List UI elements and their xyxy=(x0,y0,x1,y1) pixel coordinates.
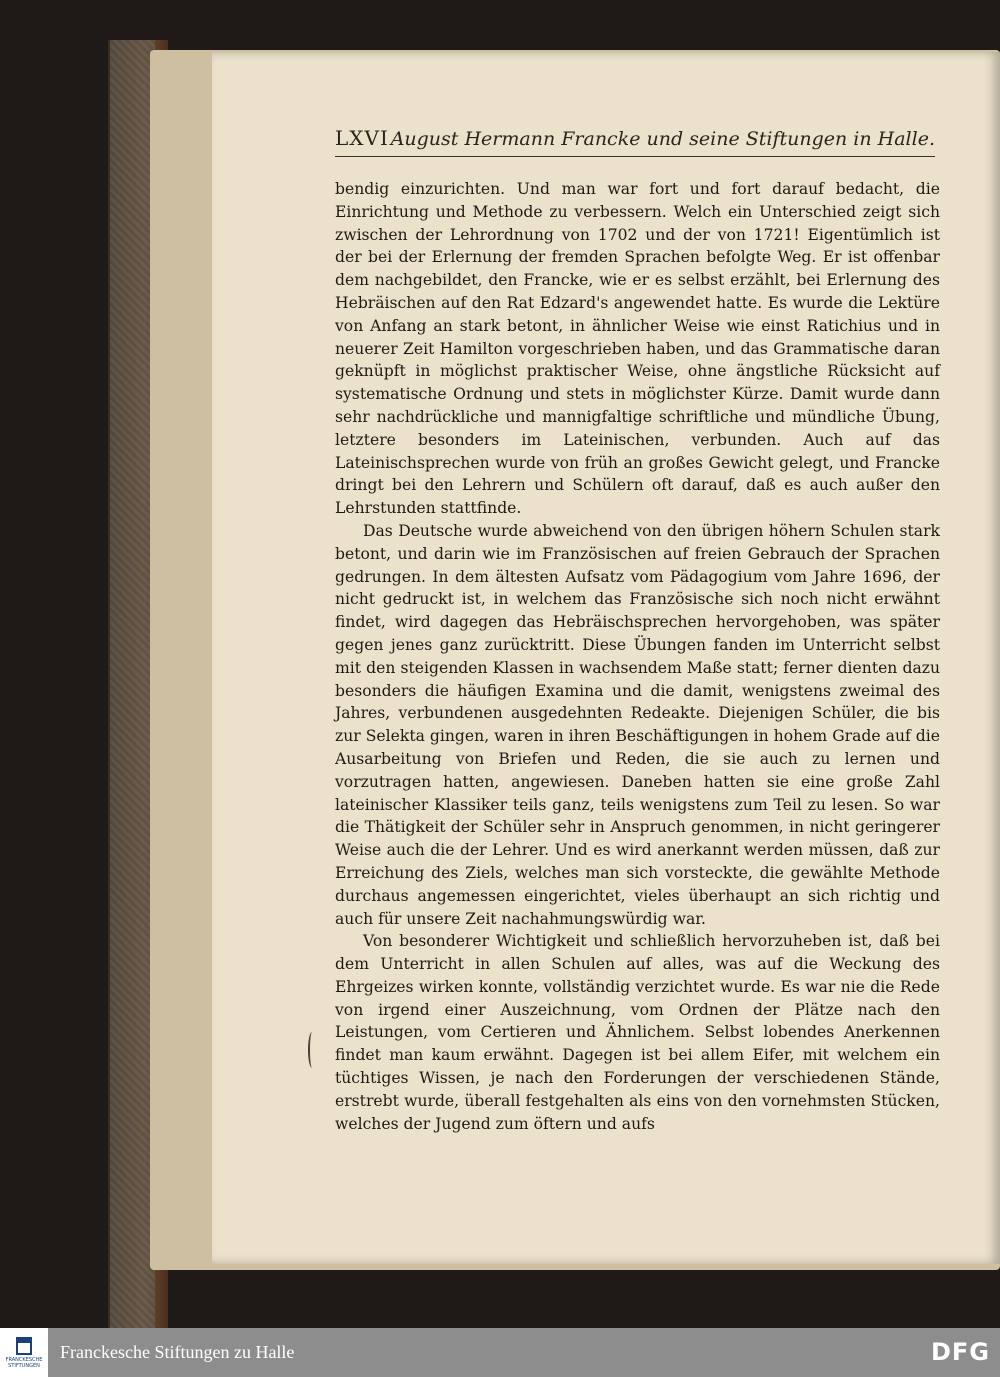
logo-text: FRANCKESCHE STIFTUNGEN xyxy=(5,1356,43,1369)
book-spine xyxy=(110,40,155,1328)
margin-pencil-mark xyxy=(308,1032,316,1068)
page-number: LXVI xyxy=(335,126,389,150)
running-title: August Hermann Francke und seine Stiftungen in Halle. xyxy=(390,128,935,150)
dfg-logo: DFG xyxy=(930,1338,990,1366)
paragraph-2: Das Deutsche wurde abweichend von den übrigen höhern Schulen stark betont, und darin wie im Französischen auf freien Gebrauch der Sprachen gedrungen. In dem ältesten Aufsatz vom Pädagogium vom Jahre 1696, der nicht gedruckt ist, in welchem das Französische sich noch nicht erwähnt findet, wird dagegen das Hebräischsprechen hervorgehoben, was später gegen jenes ganz zurücktritt. Diese Übungen fanden im Unterricht selbst mit den steigenden Klassen in wachsendem Maße statt; ferner dienten dazu besonders die häufigen Examina und die damit, wenigstens zweimal des Jahres, verbundenen ausgedehnten Redeakte. Diejenigen Schüler, die bis zur Selekta gingen, waren in ihren Beschäftigungen in hohem Grade auf die Ausarbeitung von Briefen und Reden, die sie auch zu lernen und vorzutragen hatten, angewiesen. Daneben hatten sie eine große Zahl lateinischer Klassiker teils ganz, teils wenigstens zum Teil zu lesen. So war die Thätigkeit der Schüler sehr in Anspruch genommen, in nicht geringerer Weise auch die der Lehrer. Und es wird anerkannt werden müssen, daß zur Erreichung des Ziels, welches man sich vorsteckte, die gewählte Methode durchaus angemessen eingerichtet, vieles überhaupt an sich richtig und auch für unsere Zeit nachahmungswürdig war. xyxy=(335,521,940,928)
institution-name: Franckesche Stiftungen zu Halle xyxy=(60,1342,295,1362)
paragraph-3: Von besonderer Wichtigkeit und schließlich hervorzuheben ist, daß bei dem Unterricht in allen Schulen auf alles, was auf die Weckung des Ehrgeizes wirken konnte, vollständig verzichtet wurde. Es war nie die Rede von irgend einer Auszeichnung, vom Ordnen der Plätze nach den Leistungen, vom Certieren und Ähnlichem. Selbst lobendes Anerkennen findet man kaum erwähnt. Dagegen ist bei allem Eifer, mit welchem ein tüchtiges Wissen, je nach den Forderungen der verschiedenen Stände, erstrebt wurde, überall festgehalten als eins von den vornehmsten Stücken, welches der Jugend zum öftern und aufs xyxy=(335,932,940,1133)
body-text xyxy=(335,178,940,1135)
running-header xyxy=(335,126,935,157)
franckesche-stiftungen-logo xyxy=(0,1328,48,1377)
paragraph-1: bendig einzurichten. Und man war fort und fort darauf bedacht, die Einrichtung und Methode zu verbessern. Welch ein Unterschied zeigt sich zwischen der Lehrordnung von 1702 und der von 1721! Eigentümlich ist der bei der Erlernung der fremden Sprachen befolgte Weg. Er ist offenbar dem nachgebildet, den Francke, wie er es selbst erzählt, bei Erlernung des Hebräischen auf den Rat Edzard's angewendet hatte. Es wurde die Lektüre von Anfang an stark betont, in ähnlicher Weise wie einst Ratichius und in neuerer Zeit Hamilton vorgeschrieben haben, und das Grammatische daran geknüpft in möglichst praktischer Weise, ohne ängstliche Rücksicht auf systematische Ordnung und stets in möglichster Kürze. Damit wurde dann sehr nachdrückliche und mannigfaltige schriftliche und mündliche Übung, letztere besonders im Lateinischen, verbunden. Auch auf das Lateinischsprechen wurde von früh an großes Gewicht gelegt, und Francke dringt bei den Lehrern und Schülern oft darauf, daß es auch außer den Lehrstunden stattfinde. xyxy=(335,180,940,518)
viewer-footer-bar xyxy=(0,1328,1000,1377)
logo-emblem-icon xyxy=(16,1337,32,1355)
